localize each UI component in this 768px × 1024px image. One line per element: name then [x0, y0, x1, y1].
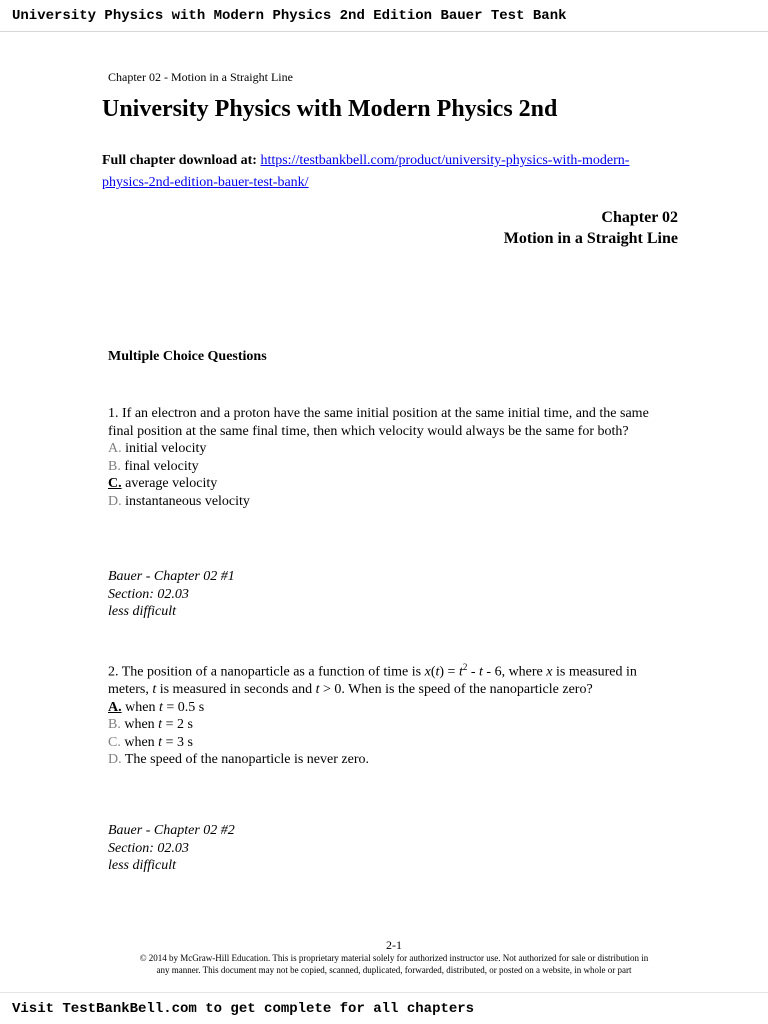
math-var: x [424, 664, 431, 680]
question-1-option-d [108, 493, 649, 511]
math-var: t [152, 682, 157, 698]
question-source: Bauer - Chapter 02 #1 [108, 569, 235, 584]
running-head: Chapter 02 - Motion in a Straight Line [108, 70, 293, 84]
chapter-number: Chapter 02 [601, 209, 678, 226]
stem-text: is measured in seconds and [156, 682, 316, 698]
answer-letter: A. [108, 699, 122, 715]
page-number: 2-1 [386, 938, 402, 952]
question-1-option-b [108, 458, 649, 476]
option-text: = 3 s [162, 734, 193, 750]
question-2 [108, 659, 637, 769]
answer-letter: C. [108, 476, 122, 491]
math-var: t [158, 734, 163, 750]
question-2-stem-line-2 [108, 681, 637, 699]
question-section: Section: 02.03 [108, 586, 189, 602]
question-2-option-c [108, 734, 637, 752]
question-2-stem-line-1 [108, 659, 637, 681]
question-2-option-d [108, 751, 637, 769]
math-var: t [435, 664, 440, 680]
question-source: Bauer - Chapter 02 #2 [108, 823, 235, 838]
question-1-option-c [108, 475, 649, 493]
option-text: The speed of the nanoparticle is never zero. [124, 752, 369, 768]
question-1 [108, 405, 649, 510]
option-text: instantaneous velocity [125, 493, 250, 509]
download-line-1 [102, 151, 629, 171]
bottom-banner: Visit TestBankBell.com to get complete for all chapters [0, 992, 768, 1024]
question-difficulty: less difficult [108, 858, 177, 873]
question-1-option-a [108, 440, 649, 458]
math-var: t [158, 717, 163, 733]
option-text: when [125, 699, 159, 715]
option-letter: C. [108, 734, 121, 750]
download-label: Full chapter download at: [102, 153, 257, 168]
question-2-option-a [108, 699, 637, 717]
download-link-part1[interactable]: https://testbankbell.com/product/university-physics-with-modern- [260, 153, 630, 168]
option-text: final velocity [124, 458, 199, 474]
question-1-meta [108, 568, 235, 621]
download-link-part2[interactable]: physics-2nd-edition-bauer-test-bank/ [102, 175, 309, 190]
top-banner: University Physics with Modern Physics 2nd Edition Bauer Test Bank [0, 0, 768, 32]
stem-text: - 6, where [482, 664, 547, 680]
legal-notice-line-1: © 2014 by McGraw-Hill Education. This is proprietary material solely for authorized instructor use. Not authorized for sale or distribution in [139, 953, 649, 963]
question-2-option-b [108, 716, 637, 734]
option-letter: D. [108, 752, 122, 768]
legal-notice-line-2: any manner. This document may not be copied, scanned, duplicated, forwarded, distributed, or posted on a website, in whole or part [156, 965, 632, 975]
option-text: when [124, 717, 159, 733]
stem-text: is measured in [552, 664, 637, 680]
stem-text: ) = [439, 664, 459, 680]
math-var: t [479, 664, 483, 680]
option-letter: B. [108, 458, 121, 474]
option-letter: A. [108, 441, 122, 456]
section-heading: Multiple Choice Questions [108, 349, 267, 364]
option-text: = 2 s [162, 717, 193, 733]
math-exponent: 2 [462, 662, 468, 672]
stem-text: - [467, 664, 480, 680]
option-letter: B. [108, 717, 121, 733]
question-1-stem-line-1: 1. If an electron and a proton have the same initial position at the same initial time, and the same [108, 406, 649, 421]
math-var: x [546, 664, 553, 680]
stem-text: meters, [108, 682, 153, 698]
option-text: when [124, 734, 159, 750]
option-text: = 0.5 s [162, 699, 205, 715]
option-text: initial velocity [125, 441, 207, 456]
question-section: Section: 02.03 [108, 840, 189, 856]
math-var: t [158, 699, 163, 715]
stem-text: 2. The position of a nanoparticle as a function of time is [108, 664, 425, 680]
chapter-title: Motion in a Straight Line [503, 230, 678, 247]
stem-text: > 0. When is the speed of the nanoparticle zero? [319, 682, 593, 698]
option-letter: D. [108, 493, 122, 509]
download-line-2 [102, 173, 309, 193]
question-1-stem-line-2: final position at the same final time, then which velocity would always be the same for both? [108, 423, 629, 439]
question-2-meta [108, 822, 235, 875]
stem-text: ( [430, 664, 436, 680]
option-text: average velocity [125, 476, 218, 491]
math-var: t [315, 682, 320, 698]
question-difficulty: less difficult [108, 604, 177, 619]
math-var: t [458, 664, 463, 680]
document-title: University Physics with Modern Physics 2nd [102, 96, 558, 122]
